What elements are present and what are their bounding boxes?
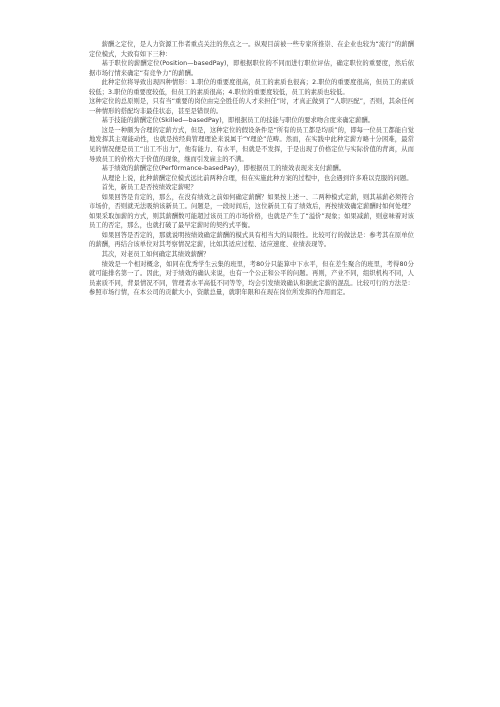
paragraph-performance-intro: 从理论上说，此种薪酬定位模式远比前两种合理，但在实施此种方案的过程中，也会遇到许多难以克服的问题。 — [101, 174, 413, 182]
document-body — [89, 40, 414, 298]
paragraph-relative-concept: 绩效是一个相对概念，如同在优秀学生云集的班里，考80分只能算中下水平，但在差生聚合的班里，考得80分就可能排名第一了。因此，对于绩效的确认来说，也有一个公正和公平的问题。再则，产业不同，组织机构不同，人员素质不同，背景情况不同，管理者水平高低不同等等，均会引发绩效确认和据此定薪的混乱。比较可行的方法是：参照市场行情，在本公司的贡献大小，资献总量，就职年限和在现在岗位所发挥的作用而定。 — [89, 260, 414, 297]
paragraph-question-two: 其次，对老员工如何确定其绩效薪酬？ — [101, 251, 210, 259]
paragraph-position-based: 基于职位的薪酬定位(Position—basedPay)，即根据职位的不同而进行职位评估，确定职位的重要度，然后依据市场行情来确定“有竞争力”的薪酬。 — [89, 60, 414, 77]
paragraph-intro: 薪酬之定位，是人力资源工作者重点关注的焦点之一。纵观目前被一些专家所推崇、在企业也较为“流行”的薪酬定位模式，大致有如下三种： — [89, 41, 414, 58]
paragraph-performance-based: 基于绩效的薪酬定位(Perf0rmance-basedPay)，即根据员工的绩效表现来支付薪酬。 — [101, 165, 346, 173]
paragraph-position-summary: 这种定位的总原则是，只有当“重要的岗位由完全胜任的人才来担任”时，才真正做到了“人职匹配”，否则，其余任何一种情形的搭配均非最佳状态，甚至是错误的。 — [89, 98, 414, 115]
paragraph-four-cases: 此种定位将导致出现四种情形：1.职位的重要度很高，员工的素质也很高；2.职位的重要度很高，但员工的素质较低；3.职位的重要度较低，但员工的素质很高；4.职位的重要度较低，员工的素质也较低。 — [89, 79, 414, 96]
paragraph-answer-no: 如果回答是否定的，那就说明按绩效确定薪酬的模式具有相当大的局限性。比较可行的做法是：参考其在原单位的薪酬，再结合该单位对其考察情况定薪，比如其适应过程、适应速度、业绩表现等。 — [89, 231, 414, 249]
paragraph-answer-yes: 如果回答是肯定的，那么，在没有绩效之前如何确定薪酬？如果按上述一、二两种模式定薪，则其基薪必须符合市场价，否则就无法吸纳该新员工。问题是，一段时间后，这位新员工有了绩效后，再按绩效确定薪酬时如何处理？如果采取加薪的方式，则其薪酬数可能超过该员工的市场价格，也就是产生了“溢价”现象；如果减薪，则意味着对该员工的否定，那么，也就打破了最早定薪时的契约式平衡。 — [89, 193, 414, 230]
paragraph-skill-analysis: 这是一种颇为合理的定薪方式，但是，这种定位的假设条件是“所有的员工都是均质”的，即每一位员工都能自觉地发挥其主观能动性，也就是按经典管理理论来说属于“Y理论”范畴。然而，在实践中此种定薪方略十分困难，最常见的情况便是员工“出工不出力”，他有能力、有水平，但就是不发挥，于是出现了价格定位与实际价值的背离，从而导致员工的价格大于价值的现象，继而引发雇主的不满。 — [89, 126, 414, 163]
paragraph-skill-based: 基于技能的薪酬定位(Skilled—basedPay)，即根据员工的技能与职位的要求吻合度来确定薪酬。 — [101, 117, 375, 125]
paragraph-question-one: 首先，新员工是否按绩效定薪呢？ — [101, 184, 197, 192]
